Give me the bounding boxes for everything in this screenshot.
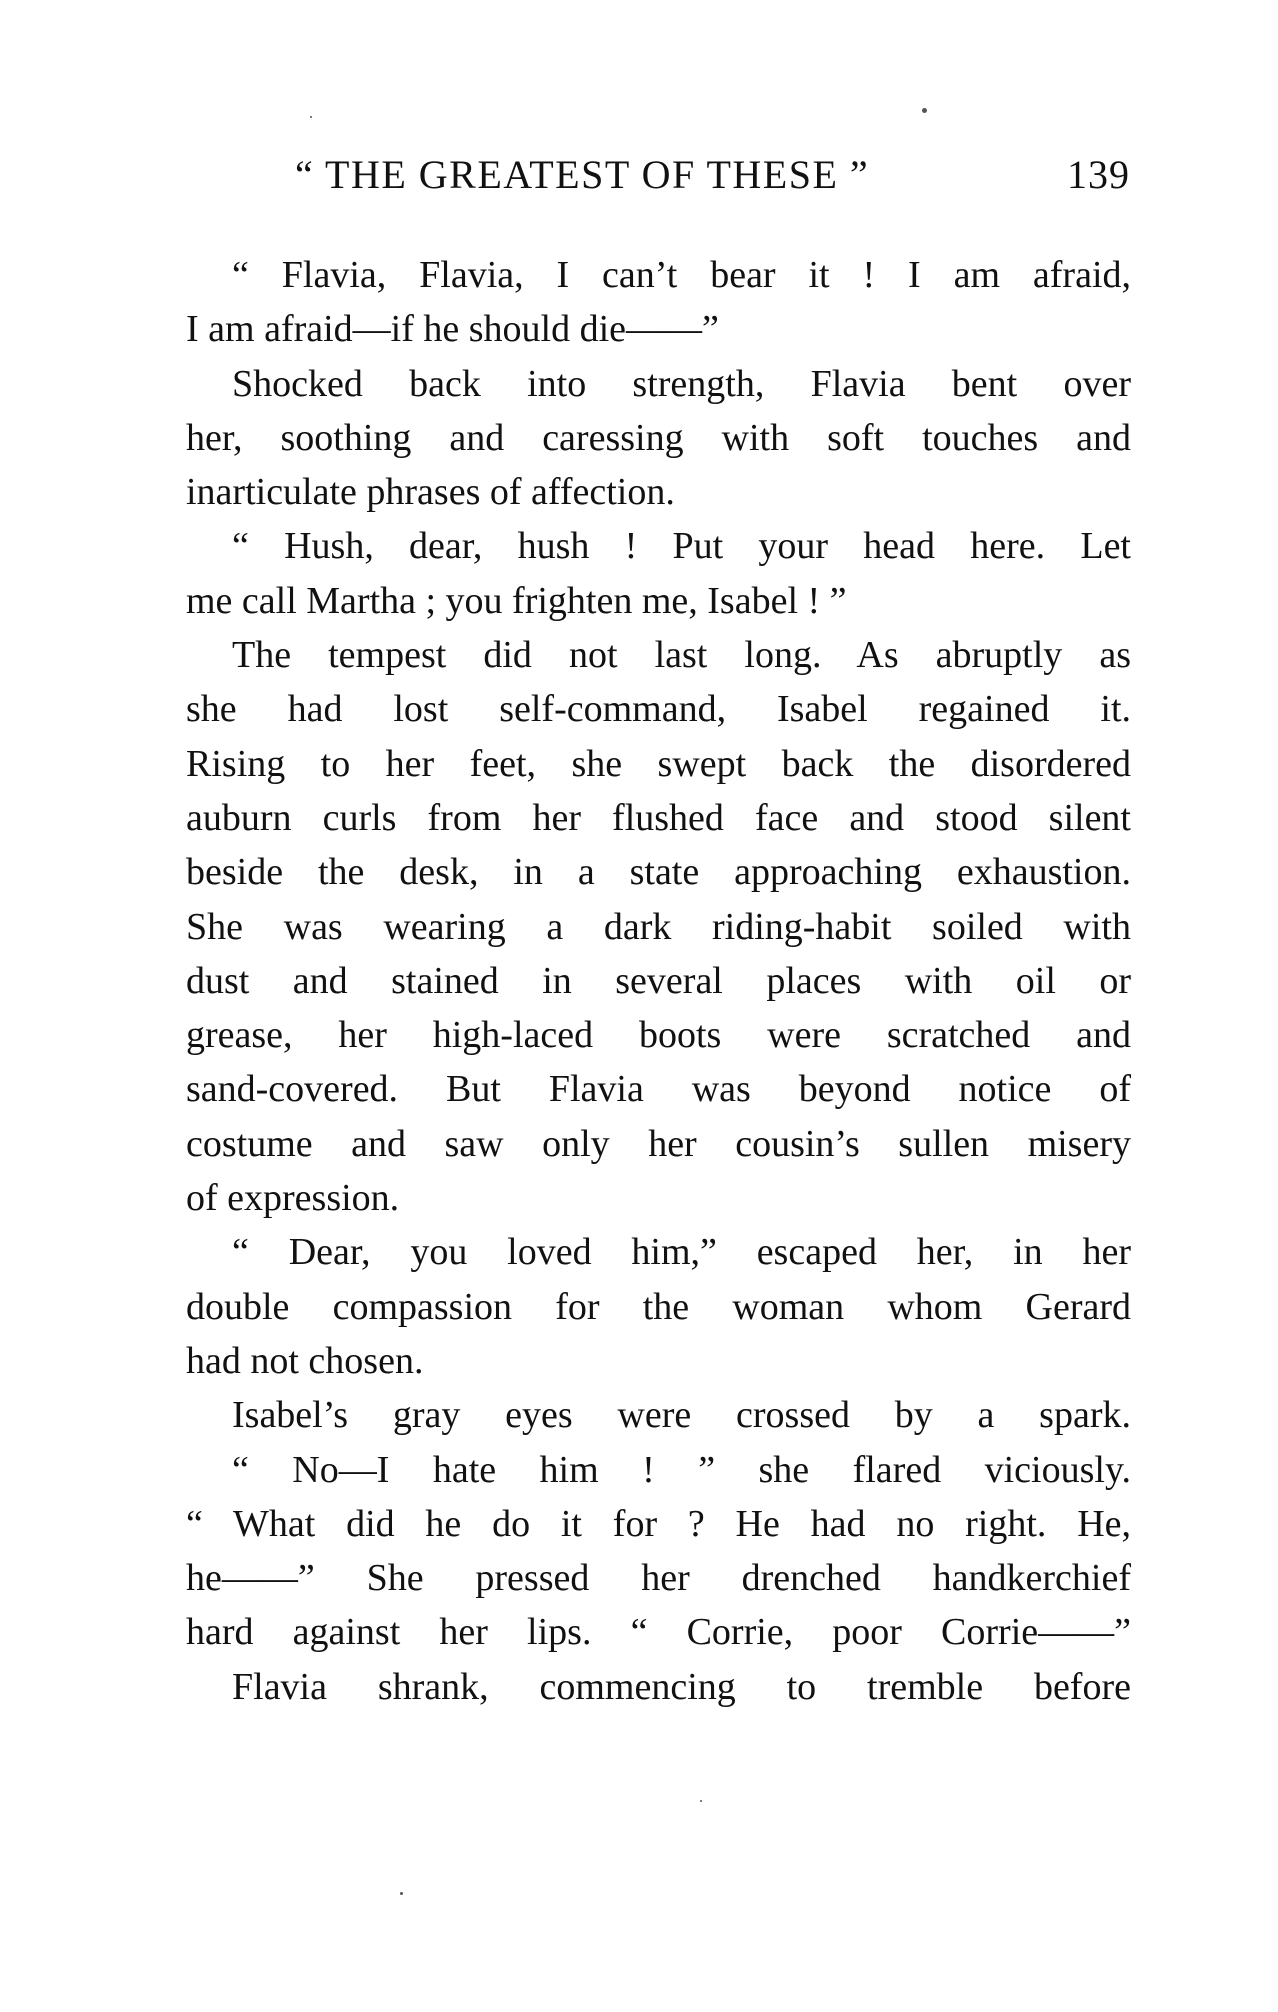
text-line: double compassion for the woman whom Gerard [186,1285,1131,1328]
page-number: 139 [1067,152,1130,197]
page-header [295,150,1130,200]
body-text [186,248,1131,1714]
text-line: “ What did he do it for ? He had no right. He, [186,1502,1131,1545]
text-line: dust and stained in several places with oil or [186,959,1131,1002]
text-line: beside the desk, in a state approaching exhaustion. [186,851,1131,894]
print-speck [700,1800,702,1802]
text-line: costume and saw only her cousin’s sullen misery [186,1122,1131,1165]
text-line: She was wearing a dark riding-habit soiled with [186,905,1131,948]
text-line: Rising to her feet, she swept back the disordered [186,742,1131,785]
text-line: hard against her lips. “ Corrie, poor Corrie——” [186,1611,1131,1654]
text-line: me call Martha ; you frighten me, Isabel ! ” [186,579,847,622]
text-line: “ Dear, you loved him,” escaped her, in her [232,1231,1131,1274]
text-line: I am afraid—if he should die——” [186,308,719,351]
text-line: Flavia shrank, commencing to tremble before [232,1665,1131,1708]
text-line: The tempest did not last long. As abruptly as [232,634,1131,677]
running-title: “ THE GREATEST OF THESE ” [295,152,870,197]
text-line: inarticulate phrases of affection. [186,471,675,514]
print-speck [310,116,312,118]
text-line: Shocked back into strength, Flavia bent over [232,362,1131,405]
text-line: auburn curls from her flushed face and stood silent [186,796,1131,839]
text-line: sand-covered. But Flavia was beyond notice of [186,1068,1131,1111]
text-line: “ No—I hate him ! ” she flared viciously. [232,1448,1131,1491]
text-line: grease, her high-laced boots were scratched and [186,1014,1131,1057]
text-line: of expression. [186,1177,400,1220]
text-line: had not chosen. [186,1339,424,1382]
text-line: she had lost self-command, Isabel regained it. [186,688,1131,731]
print-speck [400,1892,403,1895]
print-speck [922,108,927,113]
text-line: he——” She pressed her drenched handkerchief [186,1557,1131,1600]
text-line: “ Flavia, Flavia, I can’t bear it ! I am afraid, [232,254,1131,296]
text-line: Isabel’s gray eyes were crossed by a spark. [232,1394,1131,1437]
text-line: “ Hush, dear, hush ! Put your head here. Let [232,525,1131,568]
text-line: her, soothing and caressing with soft touches and [186,416,1131,459]
